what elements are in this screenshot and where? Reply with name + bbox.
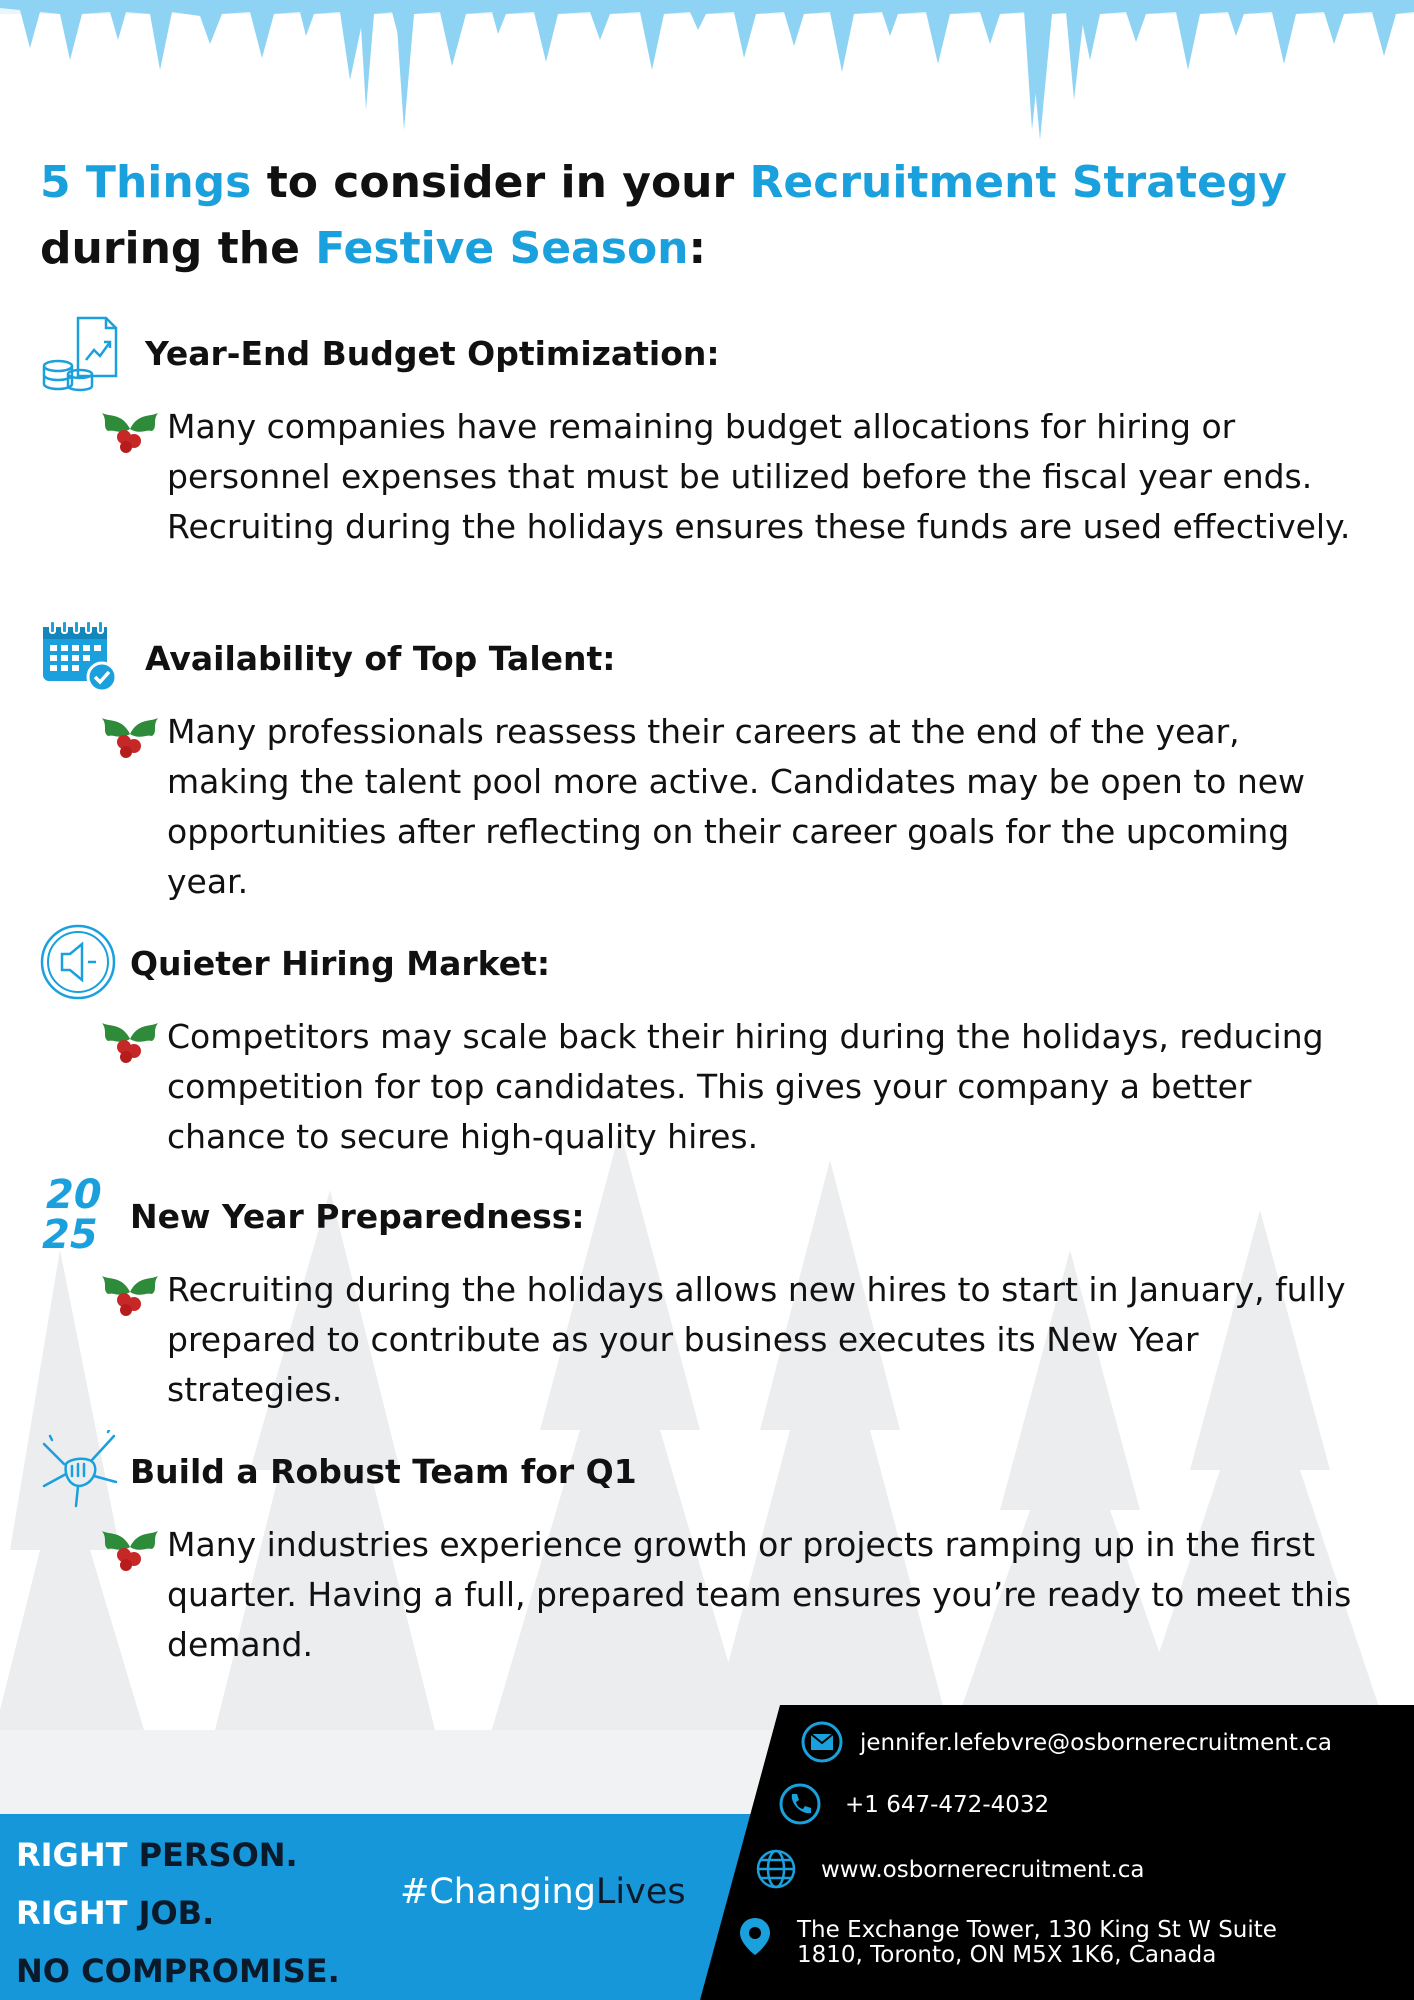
hashtag-lives: Lives: [595, 1872, 686, 1912]
title-part-festive-season: Festive Season: [315, 223, 689, 274]
tagline-person: PERSON.: [138, 1836, 298, 1874]
section-title: Quieter Hiring Market:: [130, 944, 551, 983]
holly-icon: [100, 1270, 160, 1316]
hashtag: [400, 1872, 686, 1912]
tagline-no-compromise: NO COMPROMISE.: [16, 1952, 340, 1990]
website-link[interactable]: www.osbornerecruitment.ca: [821, 1857, 1145, 1883]
title-part-recruitment-strategy: Recruitment Strategy: [749, 157, 1287, 208]
hashtag-changing: #Changing: [400, 1872, 596, 1912]
email-link[interactable]: jennifer.lefebvre@osbornerecruitment.ca: [860, 1730, 1332, 1756]
section-body: Many companies have remaining budget allocations for hiring or personnel expenses that must be utilized before the fiscal year ends. Recruiting during the holidays ensures these funds are used effectively.: [167, 407, 1351, 546]
section-body: Many industries experience growth or projects ramping up in the first quarter. Having a full, prepared team ensures you’re ready to meet this demand.: [167, 1525, 1352, 1664]
phone-link[interactable]: +1 647-472-4032: [845, 1792, 1050, 1818]
section-body: Many professionals reassess their careers at the end of the year, making the talent pool more active. Candidates may be open to new opportunities after reflecting on their career goals for the upcoming year.: [167, 712, 1306, 901]
budget-chart-coins-icon: [40, 312, 122, 392]
tagline: [16, 1826, 340, 2000]
location-pin-icon: [733, 1914, 777, 1958]
tagline-right-2: RIGHT: [16, 1894, 139, 1932]
section-quieter-market: [40, 922, 1370, 1162]
title-part-consider: to consider in your: [251, 157, 750, 208]
phone-icon: [778, 1782, 822, 1826]
section-new-year: [40, 1172, 1370, 1415]
section-body: Recruiting during the holidays allows new hires to start in January, fully prepared to contribute as your business executes its New Year strategies.: [167, 1270, 1346, 1409]
2025-icon: [40, 1172, 122, 1258]
tagline-job: JOB.: [138, 1894, 215, 1932]
holly-icon: [100, 1525, 160, 1571]
icon-year-bottom: 25: [42, 1212, 98, 1258]
section-title: Availability of Top Talent:: [145, 639, 616, 678]
address: [797, 1918, 1277, 1968]
holly-icon: [100, 407, 160, 453]
tagline-right-1: RIGHT: [16, 1836, 139, 1874]
title-part-colon: :: [688, 223, 707, 274]
icon-year-top: 20: [46, 1172, 102, 1218]
section-talent: [40, 617, 1370, 907]
team-hands-icon: [40, 1430, 122, 1510]
address-line-1: The Exchange Tower, 130 King St W Suite: [797, 1917, 1277, 1943]
page-title: [40, 150, 1370, 282]
quiet-speaker-icon: [40, 922, 122, 1002]
icicles-decoration: [0, 0, 1414, 150]
section-budget: [40, 312, 1370, 602]
section-body: Competitors may scale back their hiring during the holidays, reducing competition for top candidates. This gives your company a better chance to secure high-quality hires.: [167, 1017, 1324, 1156]
globe-icon: [754, 1847, 798, 1891]
holly-icon: [100, 1017, 160, 1063]
email-icon: [800, 1720, 844, 1764]
holly-icon: [100, 712, 160, 758]
title-part-during: during the: [40, 223, 316, 274]
calendar-check-icon: [40, 617, 122, 697]
section-title: Build a Robust Team for Q1: [130, 1452, 637, 1491]
address-line-2: 1810, Toronto, ON M5X 1K6, Canada: [797, 1942, 1217, 1968]
title-part-5-things: 5 Things: [40, 157, 252, 208]
section-title: Year-End Budget Optimization:: [145, 334, 720, 373]
section-title: New Year Preparedness:: [130, 1197, 585, 1236]
section-robust-team: [40, 1430, 1370, 1670]
